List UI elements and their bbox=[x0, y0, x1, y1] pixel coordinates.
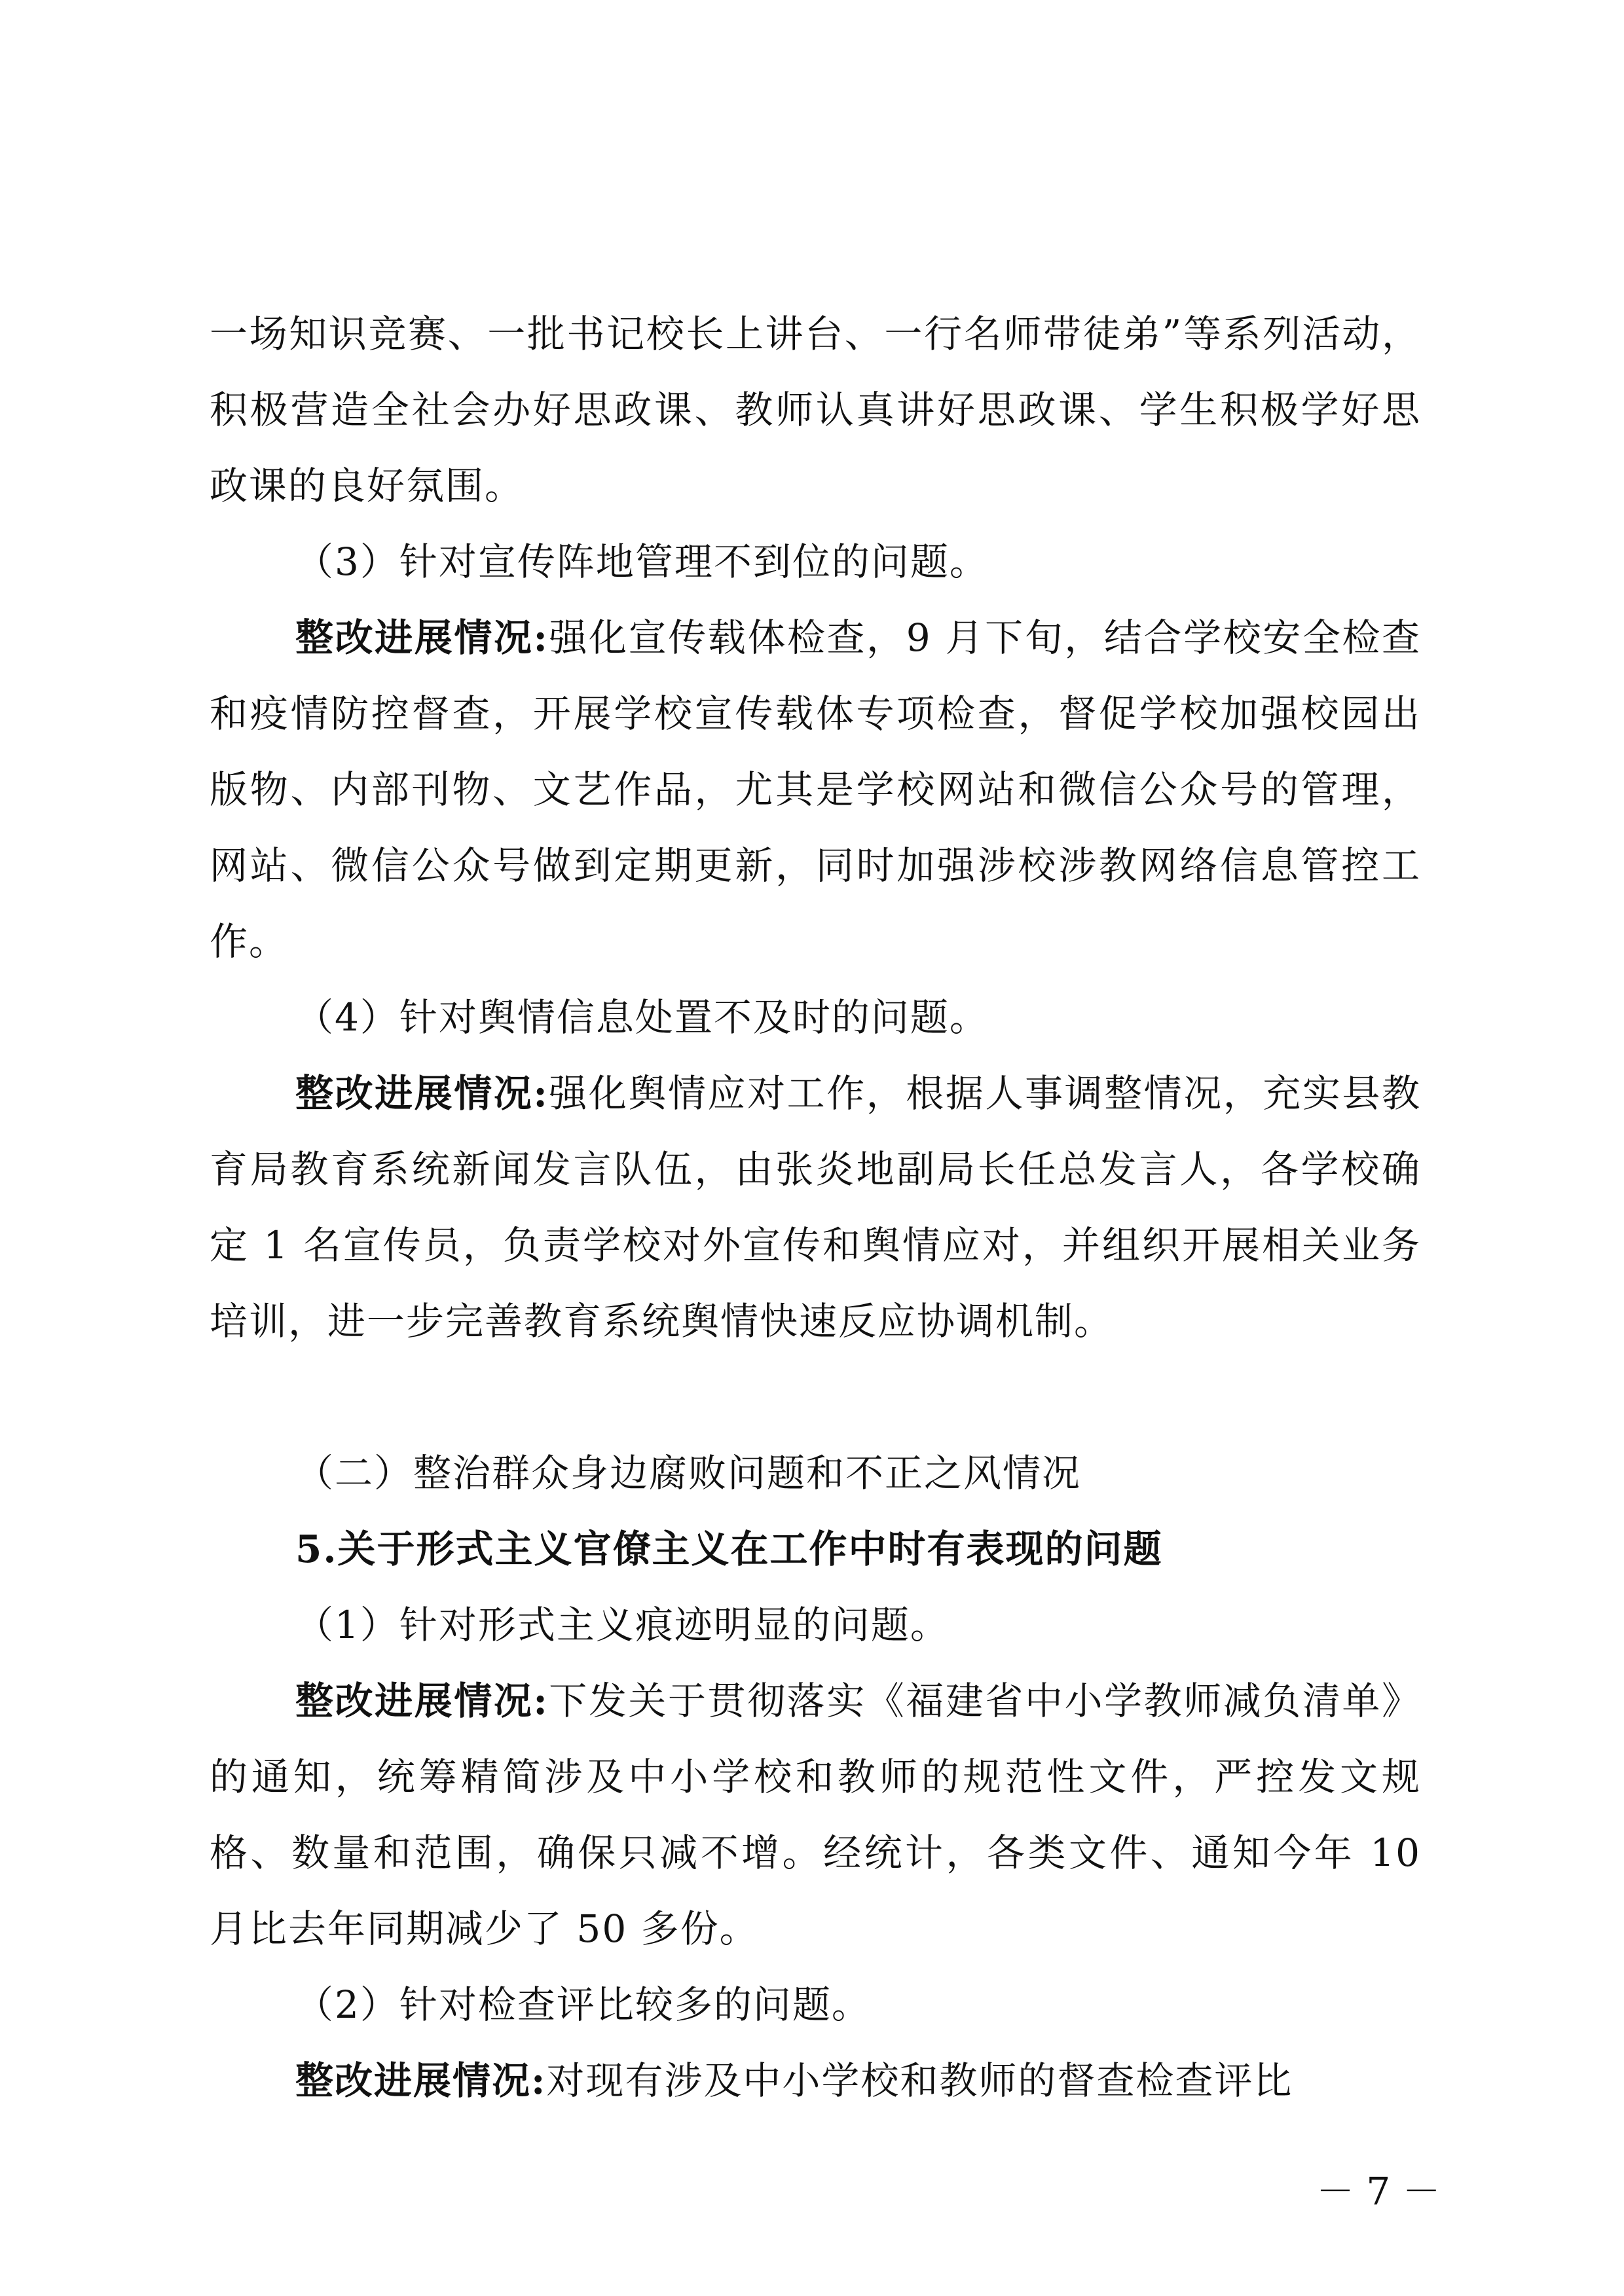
paragraph-text: 对现有涉及中小学校和教师的督查检查评比 bbox=[546, 2058, 1293, 2103]
item-heading-5 bbox=[210, 1511, 1421, 1587]
paragraph-text: 下发关于贯彻落实《福建省中小学教师减负清单》的通知，统筹精简涉及中小学校和教师的规范性文件，严控发文规格、数量和范围，确保只减不增。经统计，各类文件、通知今年 10 月比去年同期减少了 50 多份。 bbox=[210, 1679, 1421, 1951]
subheading-1 bbox=[210, 1587, 1421, 1663]
subheading-text: （4）针对舆情信息处置不及时的问题。 bbox=[295, 995, 989, 1040]
subheading-4 bbox=[210, 979, 1421, 1055]
subheading-2 bbox=[210, 1967, 1421, 2043]
progress-lead: 整改进展情况: bbox=[295, 1679, 549, 1723]
subheading-text: （2）针对检查评比较多的问题。 bbox=[295, 1982, 871, 2027]
item-heading-text: 5.关于形式主义官僚主义在工作中时有表现的问题 bbox=[295, 1527, 1163, 1571]
subheading-3 bbox=[210, 524, 1421, 600]
paragraph-text: 一场知识竞赛、一批书记校长上讲台、一行名师带徒弟”等系列活动，积极营造全社会办好思政课、教师认真讲好思政课、学生积极学好思政课的良好氛围。 bbox=[210, 312, 1421, 508]
subheading-text: （3）针对宣传阵地管理不到位的问题。 bbox=[295, 539, 989, 584]
progress-paragraph-1 bbox=[210, 600, 1421, 979]
paragraph-text: 强化舆情应对工作，根据人事调整情况，充实县教育局教育系统新闻发言队伍，由张炎地副局长任总发言人，各学校确定 1 名宣传员，负责学校对外宣传和舆情应对，并组织开展相关业务培训，进一步完善教育系统舆情快速反应协调机制。 bbox=[210, 1071, 1421, 1343]
progress-paragraph-4 bbox=[210, 2043, 1421, 2119]
page-number: － 7 － bbox=[1316, 2169, 1441, 2214]
paragraph-continuation bbox=[210, 296, 1421, 524]
progress-lead: 整改进展情况: bbox=[295, 615, 549, 660]
paragraph-text: 强化宣传载体检查，9 月下旬，结合学校安全检查和疫情防控督查，开展学校宣传载体专项检查，督促学校加强校园出版物、内部刊物、文艺作品，尤其是学校网站和微信公众号的管理，网站、微信公众号做到定期更新，同时加强涉校涉教网络信息管控工作。 bbox=[210, 615, 1421, 964]
progress-paragraph-3 bbox=[210, 1663, 1421, 1967]
progress-lead: 整改进展情况: bbox=[295, 2058, 547, 2103]
progress-paragraph-2 bbox=[210, 1055, 1421, 1359]
subheading-text: （1）针对形式主义痕迹明显的问题。 bbox=[295, 1603, 950, 1647]
section-heading-2 bbox=[210, 1435, 1421, 1511]
section-heading-text: （二）整治群众身边腐败问题和不正之风情况 bbox=[295, 1451, 1082, 1495]
progress-lead: 整改进展情况: bbox=[295, 1071, 549, 1116]
